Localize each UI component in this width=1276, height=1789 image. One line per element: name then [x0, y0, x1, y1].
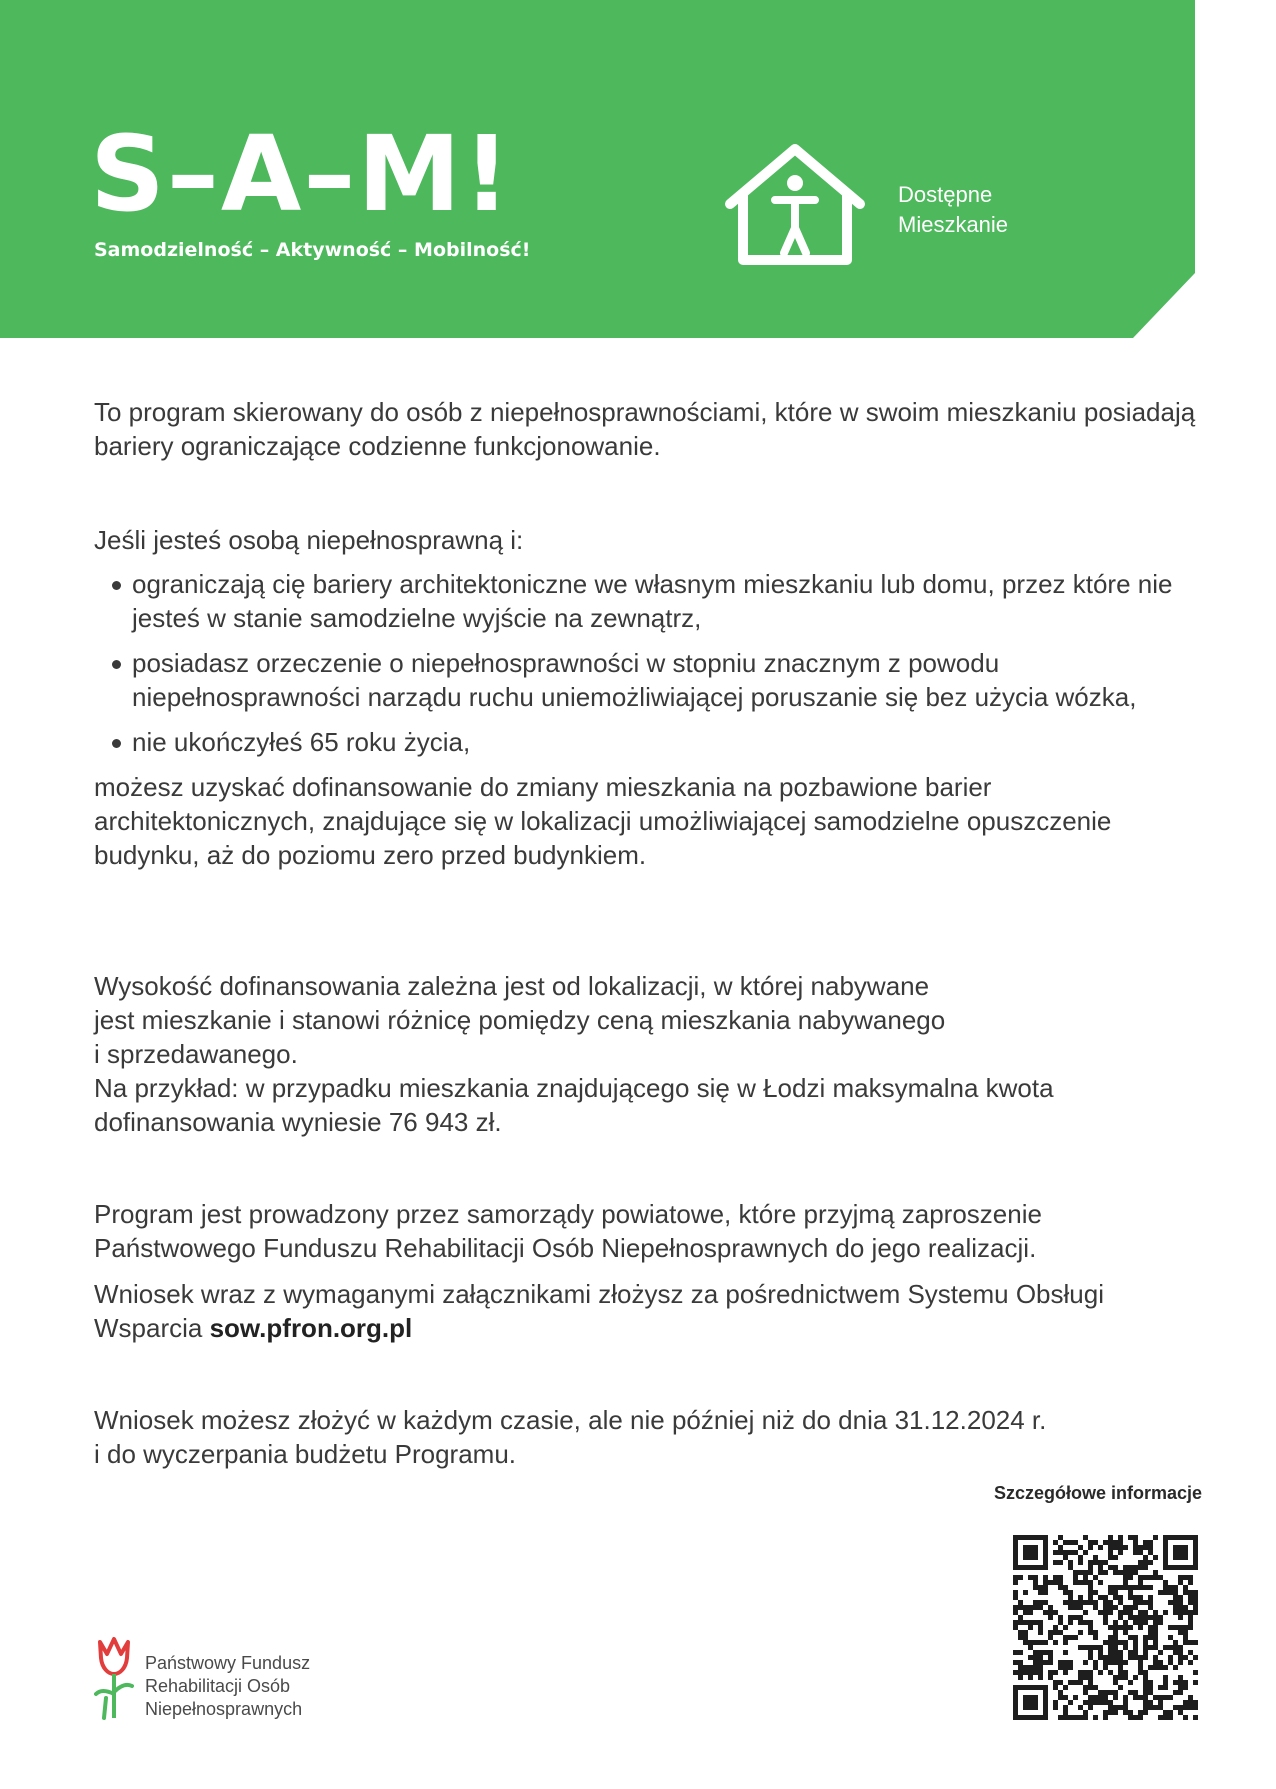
- deadline-line: Wniosek możesz złożyć w każdym czasie, ale nie później niż do dnia 31.12.2024 r.: [94, 1405, 1047, 1435]
- website-link[interactable]: sow.pfron.org.pl: [209, 1313, 413, 1343]
- eligibility-outcome: możesz uzyskać dofinansowanie do zmiany mieszkania na pozbawione barier architektonicznych, znajdujące się w lokalizacji umożliwiającej samodzielne opuszczenie budynku, aż do poziomu zero przed budynkiem.: [94, 772, 1112, 870]
- program-name-line1: Dostępne: [898, 182, 993, 207]
- accessible-house-icon: [724, 142, 866, 266]
- amount-line: i sprzedawanego.: [94, 1039, 298, 1069]
- application-text: Wniosek wraz z wymaganymi załącznikami złożysz za pośrednictwem Systemu Obsługi Wsparcia: [94, 1279, 1104, 1343]
- condition-item: posiadasz orzeczenie o niepełnosprawności w stopniu znacznym z powodu niepełnosprawności narządu ruchu uniemożliwiającej poruszanie się bez użycia wózka,: [94, 646, 1204, 714]
- intro-text: To program skierowany do osób z niepełnosprawnościami, które w swoim mieszkaniu posiadają bariery ograniczające codzienne funkcjonowanie.: [94, 397, 1196, 461]
- deadline-section: [94, 1403, 1204, 1471]
- program-name-line2: Mieszkanie: [898, 212, 1009, 237]
- logo-subtitle: Samodzielność – Aktywność – Mobilność!: [94, 239, 531, 261]
- eligibility-section: [94, 523, 1204, 872]
- amount-line: Wysokość dofinansowania zależna jest od lokalizacji, w której nabywane: [94, 971, 930, 1001]
- eligibility-conditions: [94, 567, 1204, 759]
- amount-example: Na przykład: w przypadku mieszkania znajdującego się w Łodzi maksymalna kwota dofinansowania wyniesie 76 943 zł.: [94, 1073, 1054, 1137]
- deadline-line: i do wyczerpania budżetu Programu.: [94, 1439, 517, 1469]
- org-name-line: Państwowy Fundusz: [145, 1653, 311, 1673]
- details-label: Szczegółowe informacje: [993, 1483, 1202, 1503]
- org-name-line: Rehabilitacji Osób: [145, 1676, 291, 1696]
- eligibility-lead: Jeśli jesteś osobą niepełnosprawną i:: [94, 525, 524, 555]
- amount-section: [94, 969, 1204, 1139]
- intro-paragraph: [94, 395, 1204, 463]
- logo-title: S–A–M!: [90, 113, 513, 235]
- org-name-line: Niepełnosprawnych: [145, 1699, 303, 1719]
- program-name: [898, 180, 1008, 240]
- operator-text: Program jest prowadzony przez samorządy powiatowe, które przyjmą zaproszenie Państwowego Funduszu Rehabilitacji Osób Niepełnosprawnych do jego realizacji.: [94, 1199, 1042, 1263]
- condition-item: nie ukończyłeś 65 roku życia,: [94, 725, 1204, 759]
- amount-line: jest mieszkanie i stanowi różnicę pomiędzy ceną mieszkania nabywanego: [94, 1005, 946, 1035]
- pfron-tulip-icon: [94, 1634, 134, 1720]
- qr-code-icon[interactable]: [1013, 1535, 1198, 1720]
- application-paragraph: [94, 1277, 1204, 1345]
- condition-item: ograniczają cię bariery architektoniczne we własnym mieszkaniu lub domu, przez które nie jesteś w stanie samodzielne wyjście na zewnątrz,: [94, 567, 1204, 635]
- operator-section: [94, 1197, 1204, 1345]
- pfron-name: [145, 1652, 310, 1721]
